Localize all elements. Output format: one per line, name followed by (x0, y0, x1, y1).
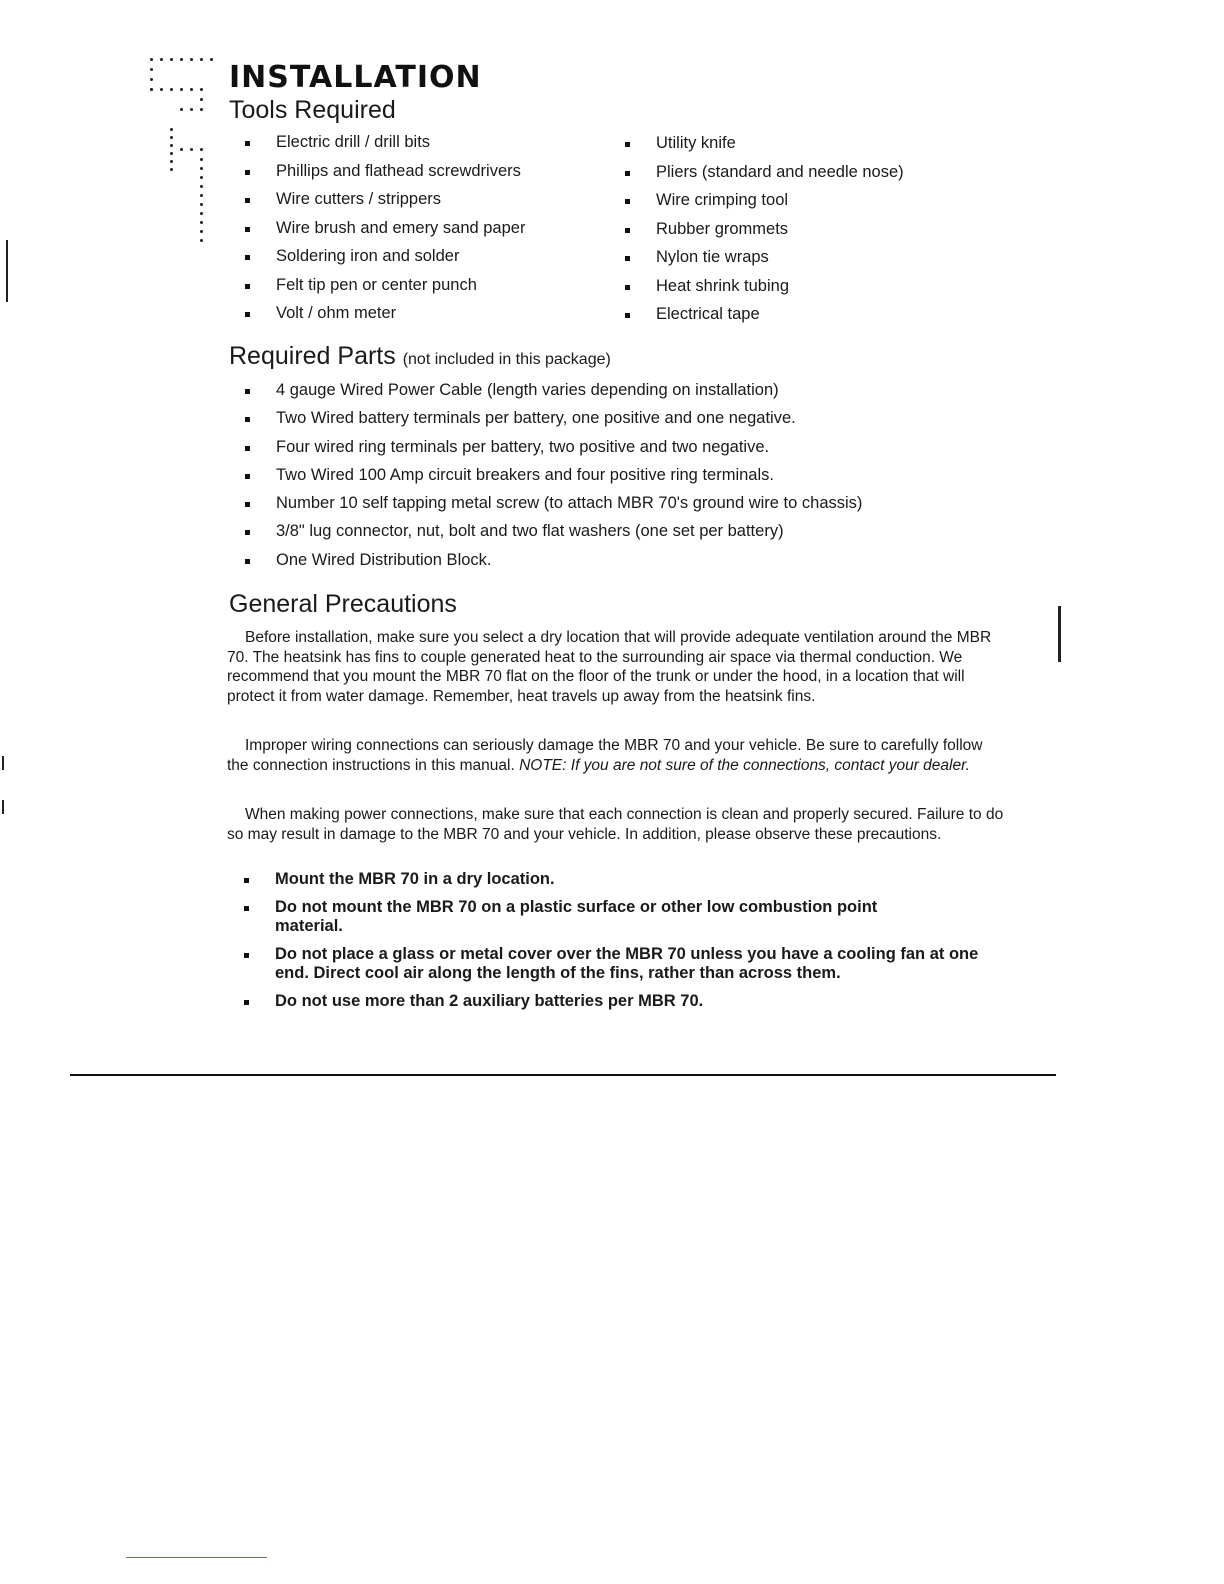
precautions-paragraph-2 (227, 736, 1007, 775)
decorative-dot (200, 185, 203, 188)
list-item: Number 10 self tapping metal screw (to attach MBR 70's ground wire to chassis) (244, 494, 984, 522)
decorative-dot (200, 221, 203, 224)
decorative-dot (200, 158, 203, 161)
decorative-dot (170, 144, 173, 147)
list-item: Wire crimping tool (624, 191, 984, 220)
parts-list (244, 381, 984, 579)
decorative-dot (170, 128, 173, 131)
decorative-dot (200, 98, 203, 101)
decorative-dot (200, 212, 203, 215)
list-item: One Wired Distribution Block. (244, 551, 984, 579)
list-item: Electric drill / drill bits (244, 133, 604, 162)
precautions-paragraph-1: Before installation, make sure you select a dry location that will provide adequate ventilation around the MBR 70. The heatsink has fins to couple generated heat to the surrounding air space via thermal conduction. We recommend that you mount the MBR 70 flat on the floor of the trunk or under the hood, in a location that will protect it from water damage. Remember, heat travels up away from the heatsink fins. (227, 629, 992, 705)
decorative-dot (180, 58, 183, 61)
scan-mark-left-2 (2, 756, 4, 770)
list-item: Electrical tape (624, 305, 984, 334)
list-item: Do not use more than 2 auxiliary batteries per MBR 70. (243, 992, 1003, 1011)
decorative-dot (200, 194, 203, 197)
precautions-paragraph-3: When making power connections, make sure that each connection is clean and properly secured. Failure to do so may result in damage to the MBR 70 and your vehicle. In addition, please observe these precautions. (227, 806, 1004, 843)
decorative-dot (150, 68, 153, 71)
scan-mark-left (6, 240, 8, 302)
decorative-dot (190, 88, 193, 91)
decorative-dot (200, 108, 203, 111)
list-item: Soldering iron and solder (244, 247, 604, 276)
decorative-dot (200, 239, 203, 242)
decorative-dot (190, 58, 193, 61)
tools-list-left (244, 133, 604, 333)
decorative-dot (170, 136, 173, 139)
scan-mark-left-3 (2, 800, 4, 814)
decorative-dot (170, 58, 173, 61)
decorative-dot (170, 160, 173, 163)
decorative-dot (160, 88, 163, 91)
page-divider (70, 1074, 1056, 1076)
precautions-heading: General Precautions (229, 590, 457, 618)
decorative-dot (150, 78, 153, 81)
decorative-dot (160, 58, 163, 61)
decorative-dot (150, 58, 153, 61)
list-item: Rubber grommets (624, 220, 984, 249)
decorative-dot (200, 58, 203, 61)
decorative-dot (200, 176, 203, 179)
list-item: Phillips and flathead screwdrivers (244, 162, 604, 191)
decorative-dot (170, 88, 173, 91)
list-item: Two Wired 100 Amp circuit breakers and four positive ring terminals. (244, 466, 984, 494)
list-item: 4 gauge Wired Power Cable (length varies depending on installation) (244, 381, 984, 409)
list-item: Heat shrink tubing (624, 277, 984, 306)
parts-heading (229, 342, 611, 371)
decorative-dot (200, 148, 203, 151)
page-title: INSTALLATION (229, 60, 482, 95)
list-item: Felt tip pen or center punch (244, 276, 604, 305)
footer-line (126, 1557, 267, 1558)
decorative-dot (170, 152, 173, 155)
list-item: Mount the MBR 70 in a dry location. (243, 870, 1003, 889)
decorative-dot (180, 108, 183, 111)
decorative-dot (200, 167, 203, 170)
list-item: Two Wired battery terminals per battery, one positive and one negative. (244, 409, 984, 437)
list-item: 3/8" lug connector, nut, bolt and two flat washers (one set per battery) (244, 522, 984, 550)
decorative-dot (170, 168, 173, 171)
list-item: Pliers (standard and needle nose) (624, 163, 984, 192)
decorative-dot (150, 88, 153, 91)
list-item: Wire brush and emery sand paper (244, 219, 604, 248)
list-item: Nylon tie wraps (624, 248, 984, 277)
decorative-dot (200, 230, 203, 233)
precautions-list (243, 870, 1003, 1020)
decorative-dot (180, 88, 183, 91)
decorative-dot (200, 88, 203, 91)
decorative-dot-pattern (148, 56, 218, 256)
decorative-dot (190, 148, 193, 151)
list-item: Do not place a glass or metal cover over the MBR 70 unless you have a cooling fan at one end. Direct cool air along the length of the fins, rather than across them. (243, 945, 1003, 983)
tools-heading: Tools Required (229, 96, 396, 124)
decorative-dot (200, 203, 203, 206)
list-item: Utility knife (624, 134, 984, 163)
decorative-dot (190, 108, 193, 111)
list-item: Wire cutters / strippers (244, 190, 604, 219)
parts-heading-text: Required Parts (229, 342, 396, 370)
decorative-dot (180, 148, 183, 151)
scan-mark-right (1058, 606, 1061, 662)
list-item: Volt / ohm meter (244, 304, 604, 333)
precautions-note: NOTE: If you are not sure of the connections, contact your dealer. (519, 756, 970, 774)
list-item: Do not mount the MBR 70 on a plastic surface or other low combustion point material. (243, 898, 1003, 936)
precautions-paragraph-2-text: Improper wiring connections can seriously damage the MBR 70 and your vehicle. Be sure to carefully follow the connection instructions in this manual. (227, 737, 983, 774)
tools-list-right (624, 134, 984, 334)
parts-heading-note: (not included in this package) (402, 351, 611, 368)
list-item: Four wired ring terminals per battery, two positive and two negative. (244, 438, 984, 466)
decorative-dot (210, 58, 213, 61)
